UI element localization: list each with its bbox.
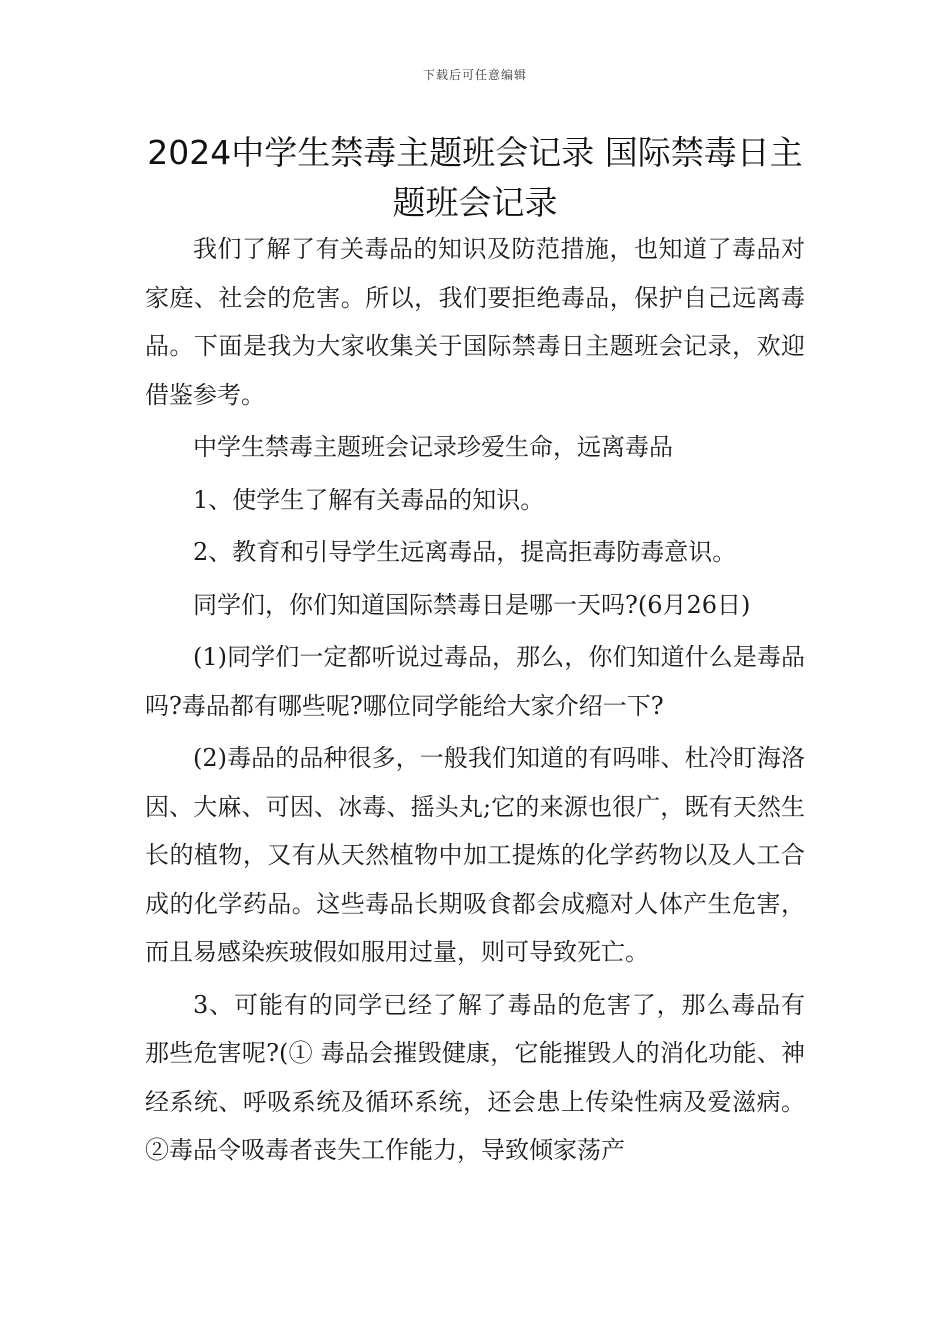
goal-item-1: 1、使学生了解有关毒品的知识。 [193, 485, 545, 514]
document-body [145, 225, 805, 1175]
harms-paragraph: 3、可能有的同学已经了解了毒品的危害了，那么毒品有那些危害呢?(① 毒品会摧毁健康，它能摧毁人的消化功能、神经系统、呼吸系统及循环系统，还会患上传染性病及爱滋病。②毒品令吸毒者丧失工作能力，导致倾家荡产 [145, 990, 805, 1164]
discussion-paragraph-1: (1)同学们一定都听说过毒品，那么，你们知道什么是毒品吗?毒品都有哪些呢?哪位同学能给大家介绍一下? [145, 643, 805, 720]
intro-paragraph: 我们了解了有关毒品的知识及防范措施，也知道了毒品对家庭、社会的危害。所以，我们要拒绝毒品，保护自己远离毒品。下面是我为大家收集关于国际禁毒日主题班会记录，欢迎借鉴参考。 [145, 235, 805, 409]
goal-item-2: 2、教育和引导学生远离毒品，提高拒毒防毒意识。 [193, 538, 737, 566]
section-heading: 中学生禁毒主题班会记录珍爱生命，远离毒品 [193, 433, 673, 461]
discussion-paragraph-2: (2)毒品的品种很多，一般我们知道的有吗啡、杜冷盯海洛因、大麻、可因、冰毒、摇头丸;它的来源也很广，既有天然生长的植物，又有从天然植物中加工提炼的化学药物以及人工合成的化学药品。这些毒品长期吸食都会成瘾对人体产生危害，而且易感染疾玻假如服用过量，则可导致死亡。 [145, 744, 805, 966]
page-header-note: 下载后可任意编辑 [422, 68, 527, 82]
question-paragraph: 同学们，你们知道国际禁毒日是哪一天吗?(6月26日) [193, 590, 751, 619]
document-title: 2024中学生禁毒主题班会记录 国际禁毒日主题班会记录 [147, 133, 803, 222]
